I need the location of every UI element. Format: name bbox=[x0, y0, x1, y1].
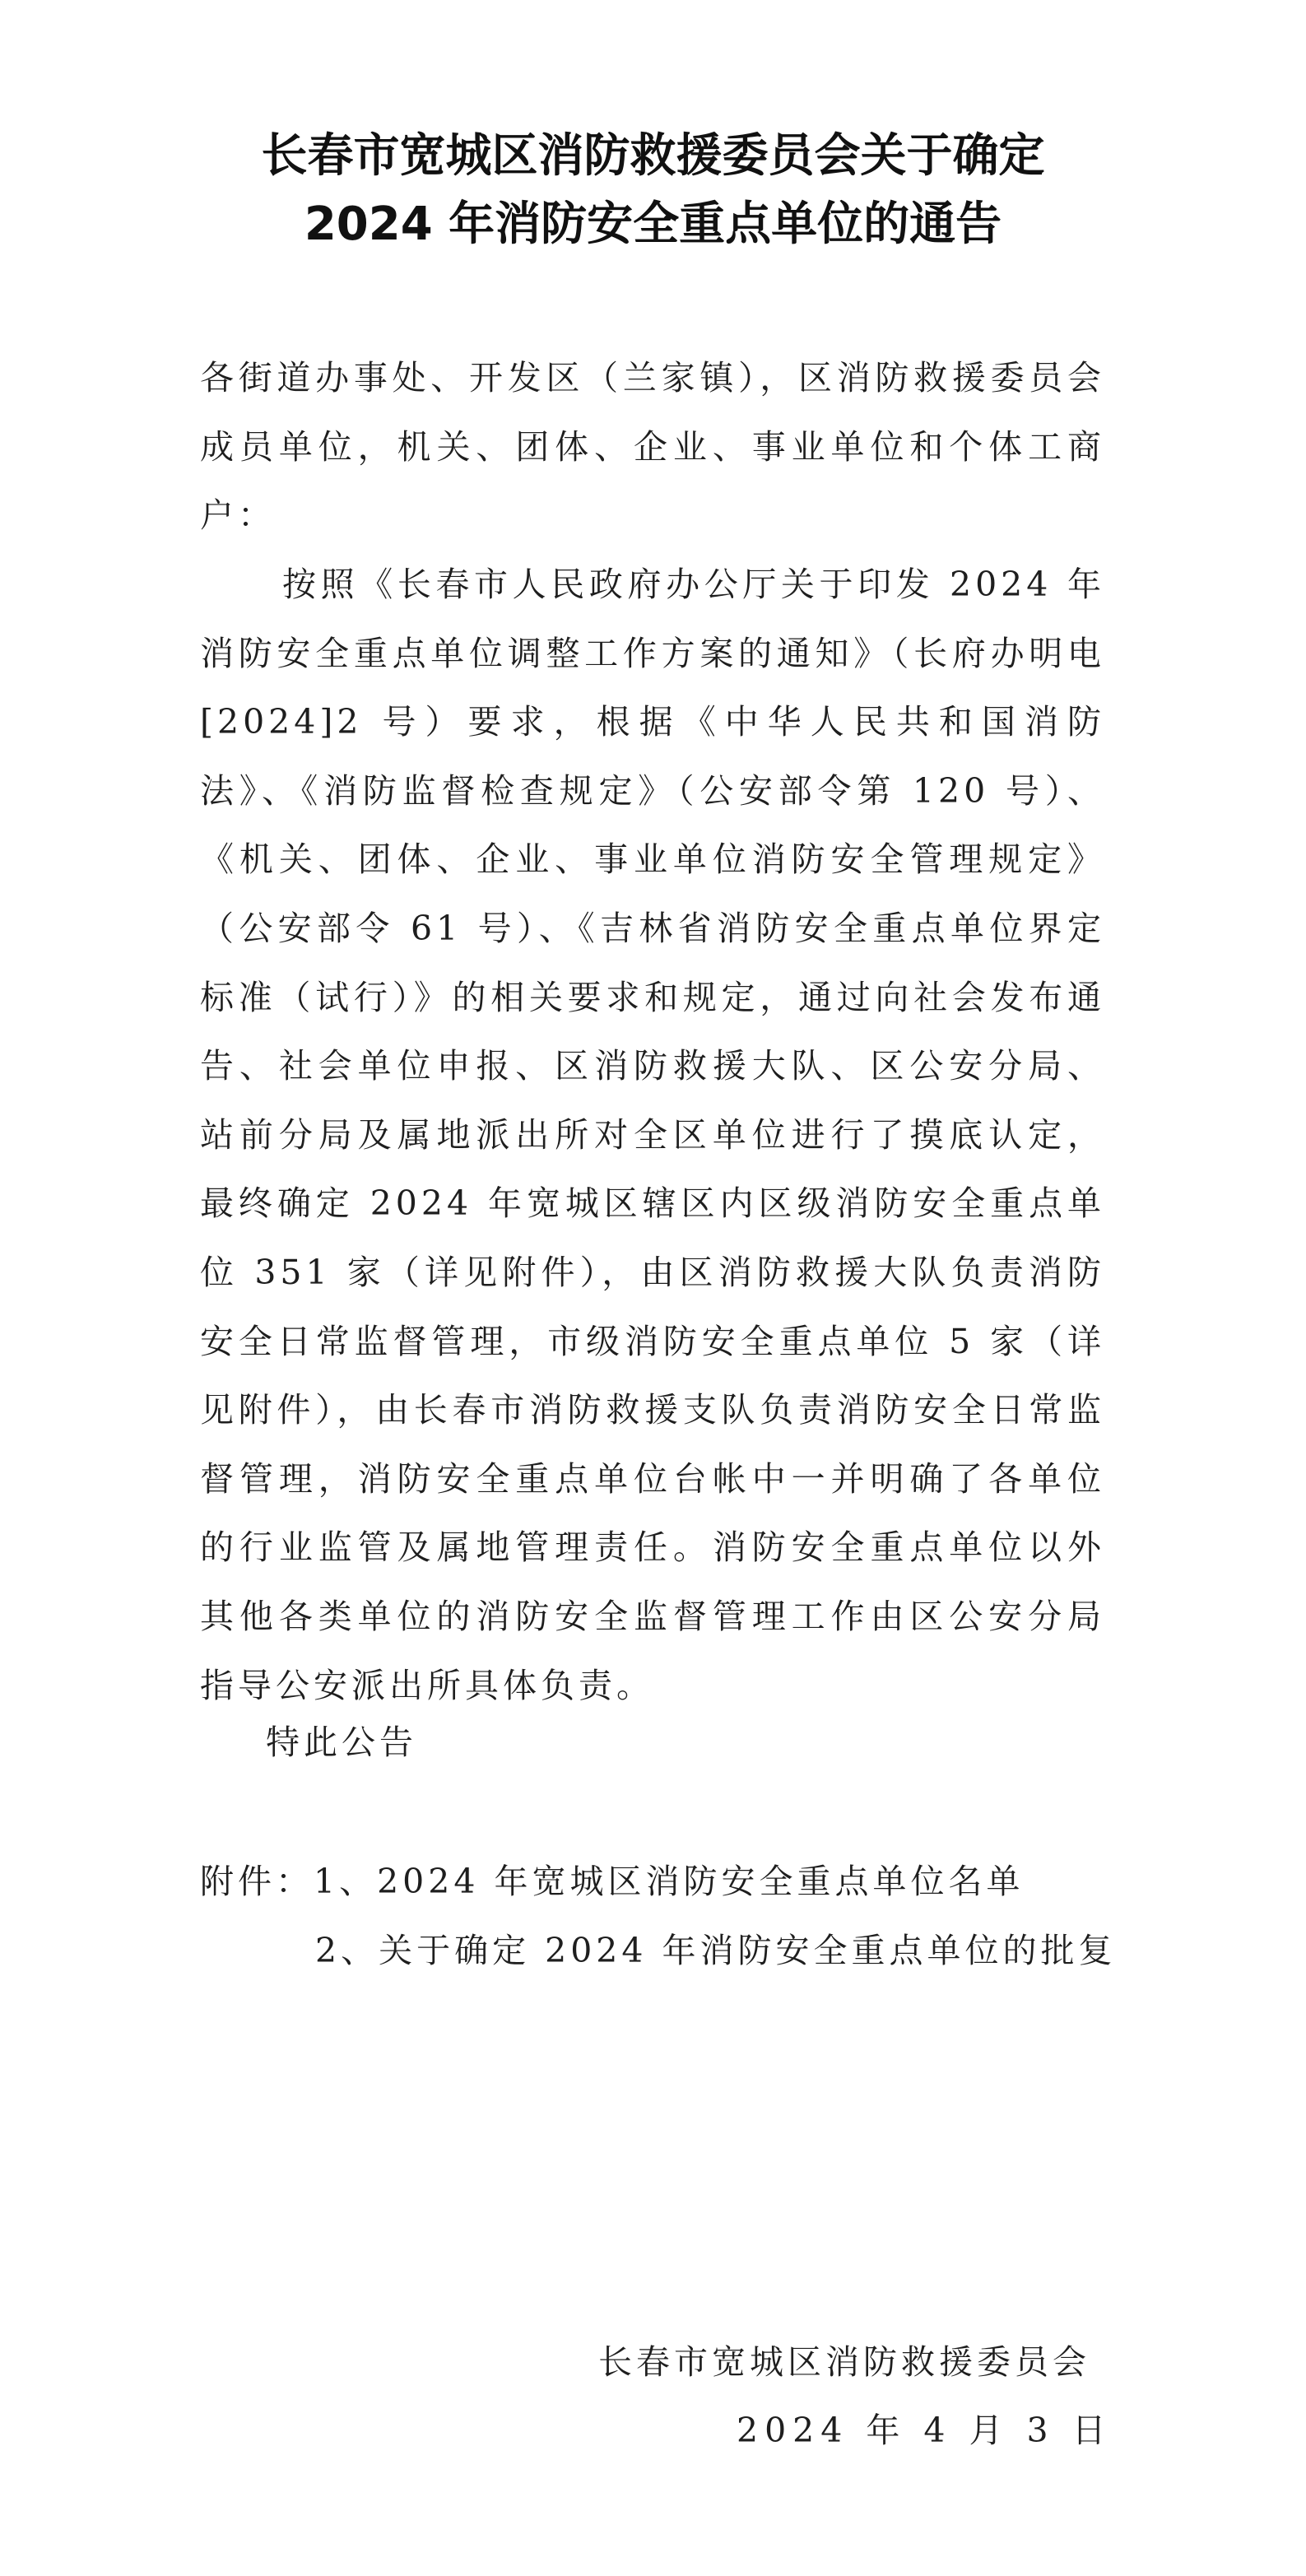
signature-date: 2024 年 4 月 3 日 bbox=[737, 2411, 1113, 2450]
salutation: 各街道办事处、开发区（兰家镇），区消防救援委员会成员单位，机关、团体、企业、事业单位和个体工商户： bbox=[200, 358, 1105, 536]
attachment-item-1: 附件：1、2024 年宽城区消防安全重点单位名单 bbox=[200, 1862, 1025, 1901]
document-title-line2: 2024 年消防安全重点单位的通告 bbox=[304, 198, 1002, 251]
document-title-line1: 长春市宽城区消防救援委员会关于确定 bbox=[261, 129, 1045, 183]
signature-organization: 长春市宽城区消防救援委员会 bbox=[598, 2342, 1090, 2382]
closing-text: 特此公告 bbox=[266, 1723, 417, 1762]
main-paragraph: 按照《长春市人民政府办公厅关于印发 2024 年消防安全重点单位调整工作方案的通知》（长府办明电[2024]2 号）要求，根据《中华人民共和国消防法》、《消防监督检查规定》（公安部令第 120 号）、《机关、团体、企业、事业单位消防安全管理规定》（公安部令 61 号）、《吉林省消防安全重点单位界定标准（试行）》的相关要求和规定，通过向社会发布通告、社会单位申报、区消防救援大队、区公安分局、站前分局及属地派出所对全区单位进行了摸底认定，最终确定 2024 年宽城区辖区内区级消防安全重点单位 351 家（详见附件），由区消防救援大队负责消防安全日常监督管理，市级消防安全重点单位 5 家（详见附件），由长春市消防救援支队负责消防安全日常监督管理，消防安全重点单位台帐中一并明确了各单位的行业监管及属地管理责任。消防安全重点单位以外其他各类单位的消防安全监督管理工作由区公安分局指导公安派出所具体负责。 bbox=[200, 565, 1105, 1705]
attachment-item-2: 2、关于确定 2024 年消防安全重点单位的批复 bbox=[315, 1931, 1117, 1970]
